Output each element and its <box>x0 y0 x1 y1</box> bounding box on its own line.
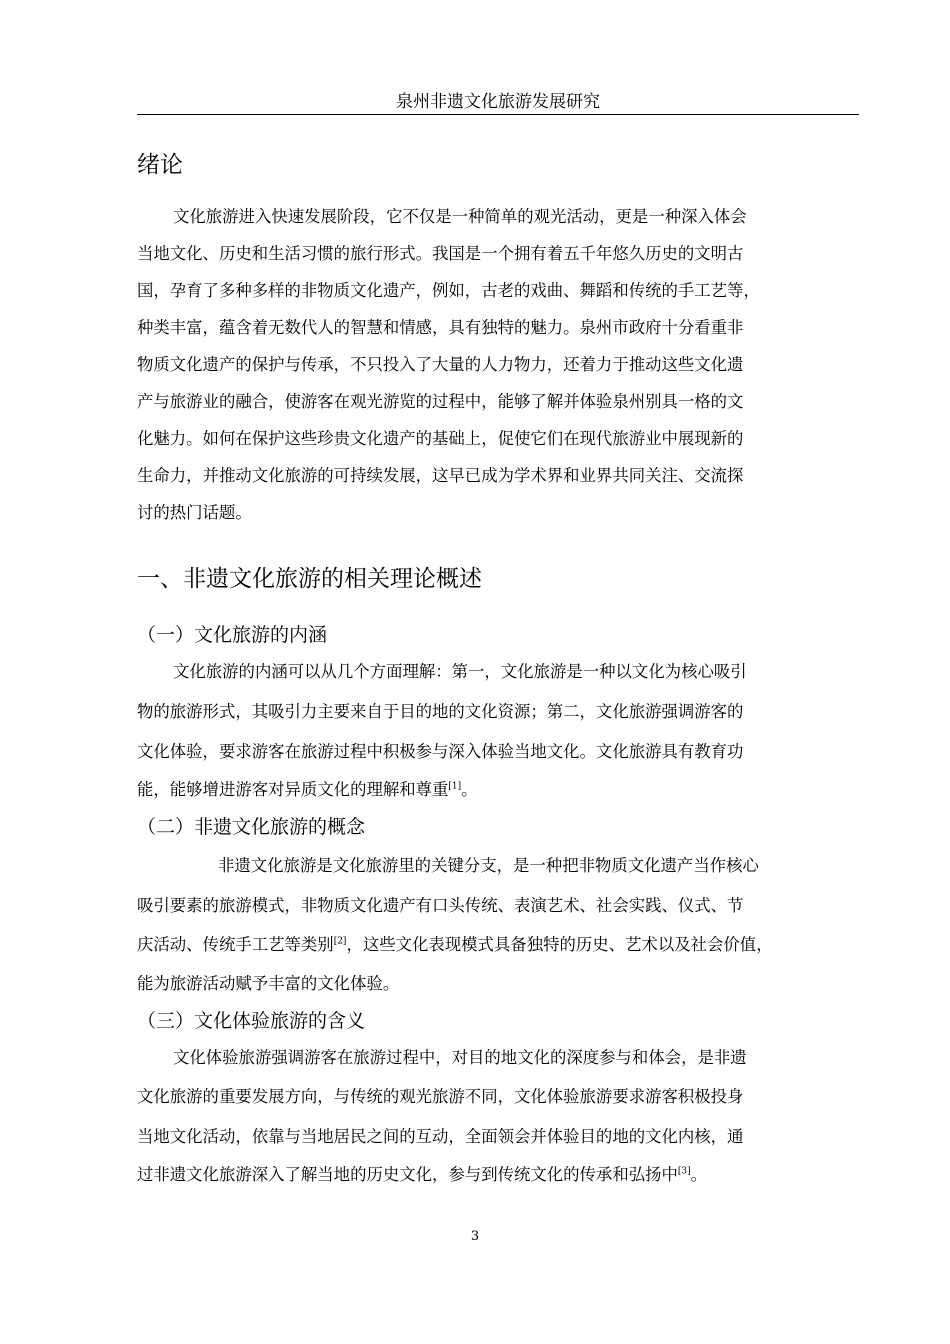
line-end: 。 <box>461 780 478 799</box>
intro-paragraph-line: 生命力，并推动文化旅游的可持续发展，这早已成为学术界和业界共同关注、交流探 <box>137 466 744 485</box>
intro-paragraph-line: 讨的热门话题。 <box>137 503 252 522</box>
intro-paragraph-line: 物质文化遗产的保护与传承，不只投入了大量的人力物力，还着力于推动这些文化遗 <box>137 355 744 374</box>
line-text: 过非遗文化旅游深入了解当地的历史文化，参与到传统文化的传承和弘扬中 <box>137 1165 678 1184</box>
line-end: 。 <box>690 1165 708 1184</box>
section-paragraph-line: 文化旅游的重要发展方向，与传统的观光旅游不同，文化体验旅游要求游客积极投身 <box>137 1087 744 1106</box>
section-paragraph-line: 当地文化活动，依靠与当地居民之间的互动，全面领会并体验目的地的文化内核，通 <box>137 1127 744 1146</box>
intro-heading: 绪论 <box>137 152 183 178</box>
section-heading: （二）非遗文化旅游的概念 <box>137 816 366 838</box>
section-paragraph-line: 文化体验旅游强调游客在旅游过程中，对目的地文化的深度参与和体会，是非遗 <box>173 1048 747 1067</box>
intro-paragraph-line: 产与旅游业的融合，使游客在观光游览的过程中，能够了解并体验泉州别具一格的文 <box>137 392 744 411</box>
intro-paragraph-line: 国，孕育了多种多样的非物质文化遗产，例如，古老的戏曲、舞蹈和传统的手工艺等， <box>137 281 760 300</box>
section-heading: （一）文化旅游的内涵 <box>137 624 328 646</box>
section-paragraph-line: 吸引要素的旅游模式，非物质文化遗产有口头传统、表演艺术、社会实践、仪式、节 <box>137 896 744 915</box>
header-rule <box>137 114 859 115</box>
citation-ref: [1] <box>448 781 462 792</box>
intro-paragraph-line: 种类丰富，蕴含着无数代人的智慧和情感，具有独特的魅力。泉州市政府十分看重非 <box>137 318 744 337</box>
section-paragraph-line: 文化体验，要求游客在旅游过程中积极参与深入体验当地文化。文化旅游具有教育功 <box>137 742 744 761</box>
page-number: 3 <box>470 1229 480 1244</box>
citation-ref: [3] <box>677 1166 691 1177</box>
intro-paragraph-line: 文化旅游进入快速发展阶段，它不仅是一种简单的观光活动，更是一种深入体会 <box>173 207 747 226</box>
section-paragraph-line <box>137 934 773 956</box>
section-paragraph-line: 能为旅游活动赋予丰富的文化体验。 <box>137 974 400 993</box>
section-paragraph-line: 物的旅游形式，其吸引力主要来自于目的地的文化资源；第二，文化旅游强调游客的 <box>137 702 744 721</box>
section-paragraph-line <box>137 1164 707 1186</box>
section-heading: （三）文化体验旅游的含义 <box>137 1010 366 1032</box>
line-text-after-ref: ，这些文化表现模式具备独特的历史、艺术以及社会价值， <box>346 935 773 954</box>
citation-ref: [2] <box>333 936 347 947</box>
section-paragraph-line: 文化旅游的内涵可以从几个方面理解：第一，文化旅游是一种以文化为核心吸引 <box>173 662 747 681</box>
chapter-heading: 一、非遗文化旅游的相关理论概述 <box>137 566 482 592</box>
section-paragraph-line <box>137 779 478 801</box>
intro-paragraph-line: 化魅力。如何在保护这些珍贵文化遗产的基础上，促使它们在现代旅游业中展现新的 <box>137 429 744 448</box>
line-text: 能，能够增进游客对异质文化的理解和尊重 <box>137 780 449 799</box>
page-header-title: 泉州非遗文化旅游发展研究 <box>396 92 600 112</box>
line-text: 庆活动、传统手工艺等类别 <box>137 935 334 954</box>
section-paragraph-line: 非遗文化旅游是文化旅游里的关键分支，是一种把非物质文化遗产当作核心 <box>218 856 759 875</box>
intro-paragraph-line: 当地文化、历史和生活习惯的旅行形式。我国是一个拥有着五千年悠久历史的文明古 <box>137 244 744 263</box>
